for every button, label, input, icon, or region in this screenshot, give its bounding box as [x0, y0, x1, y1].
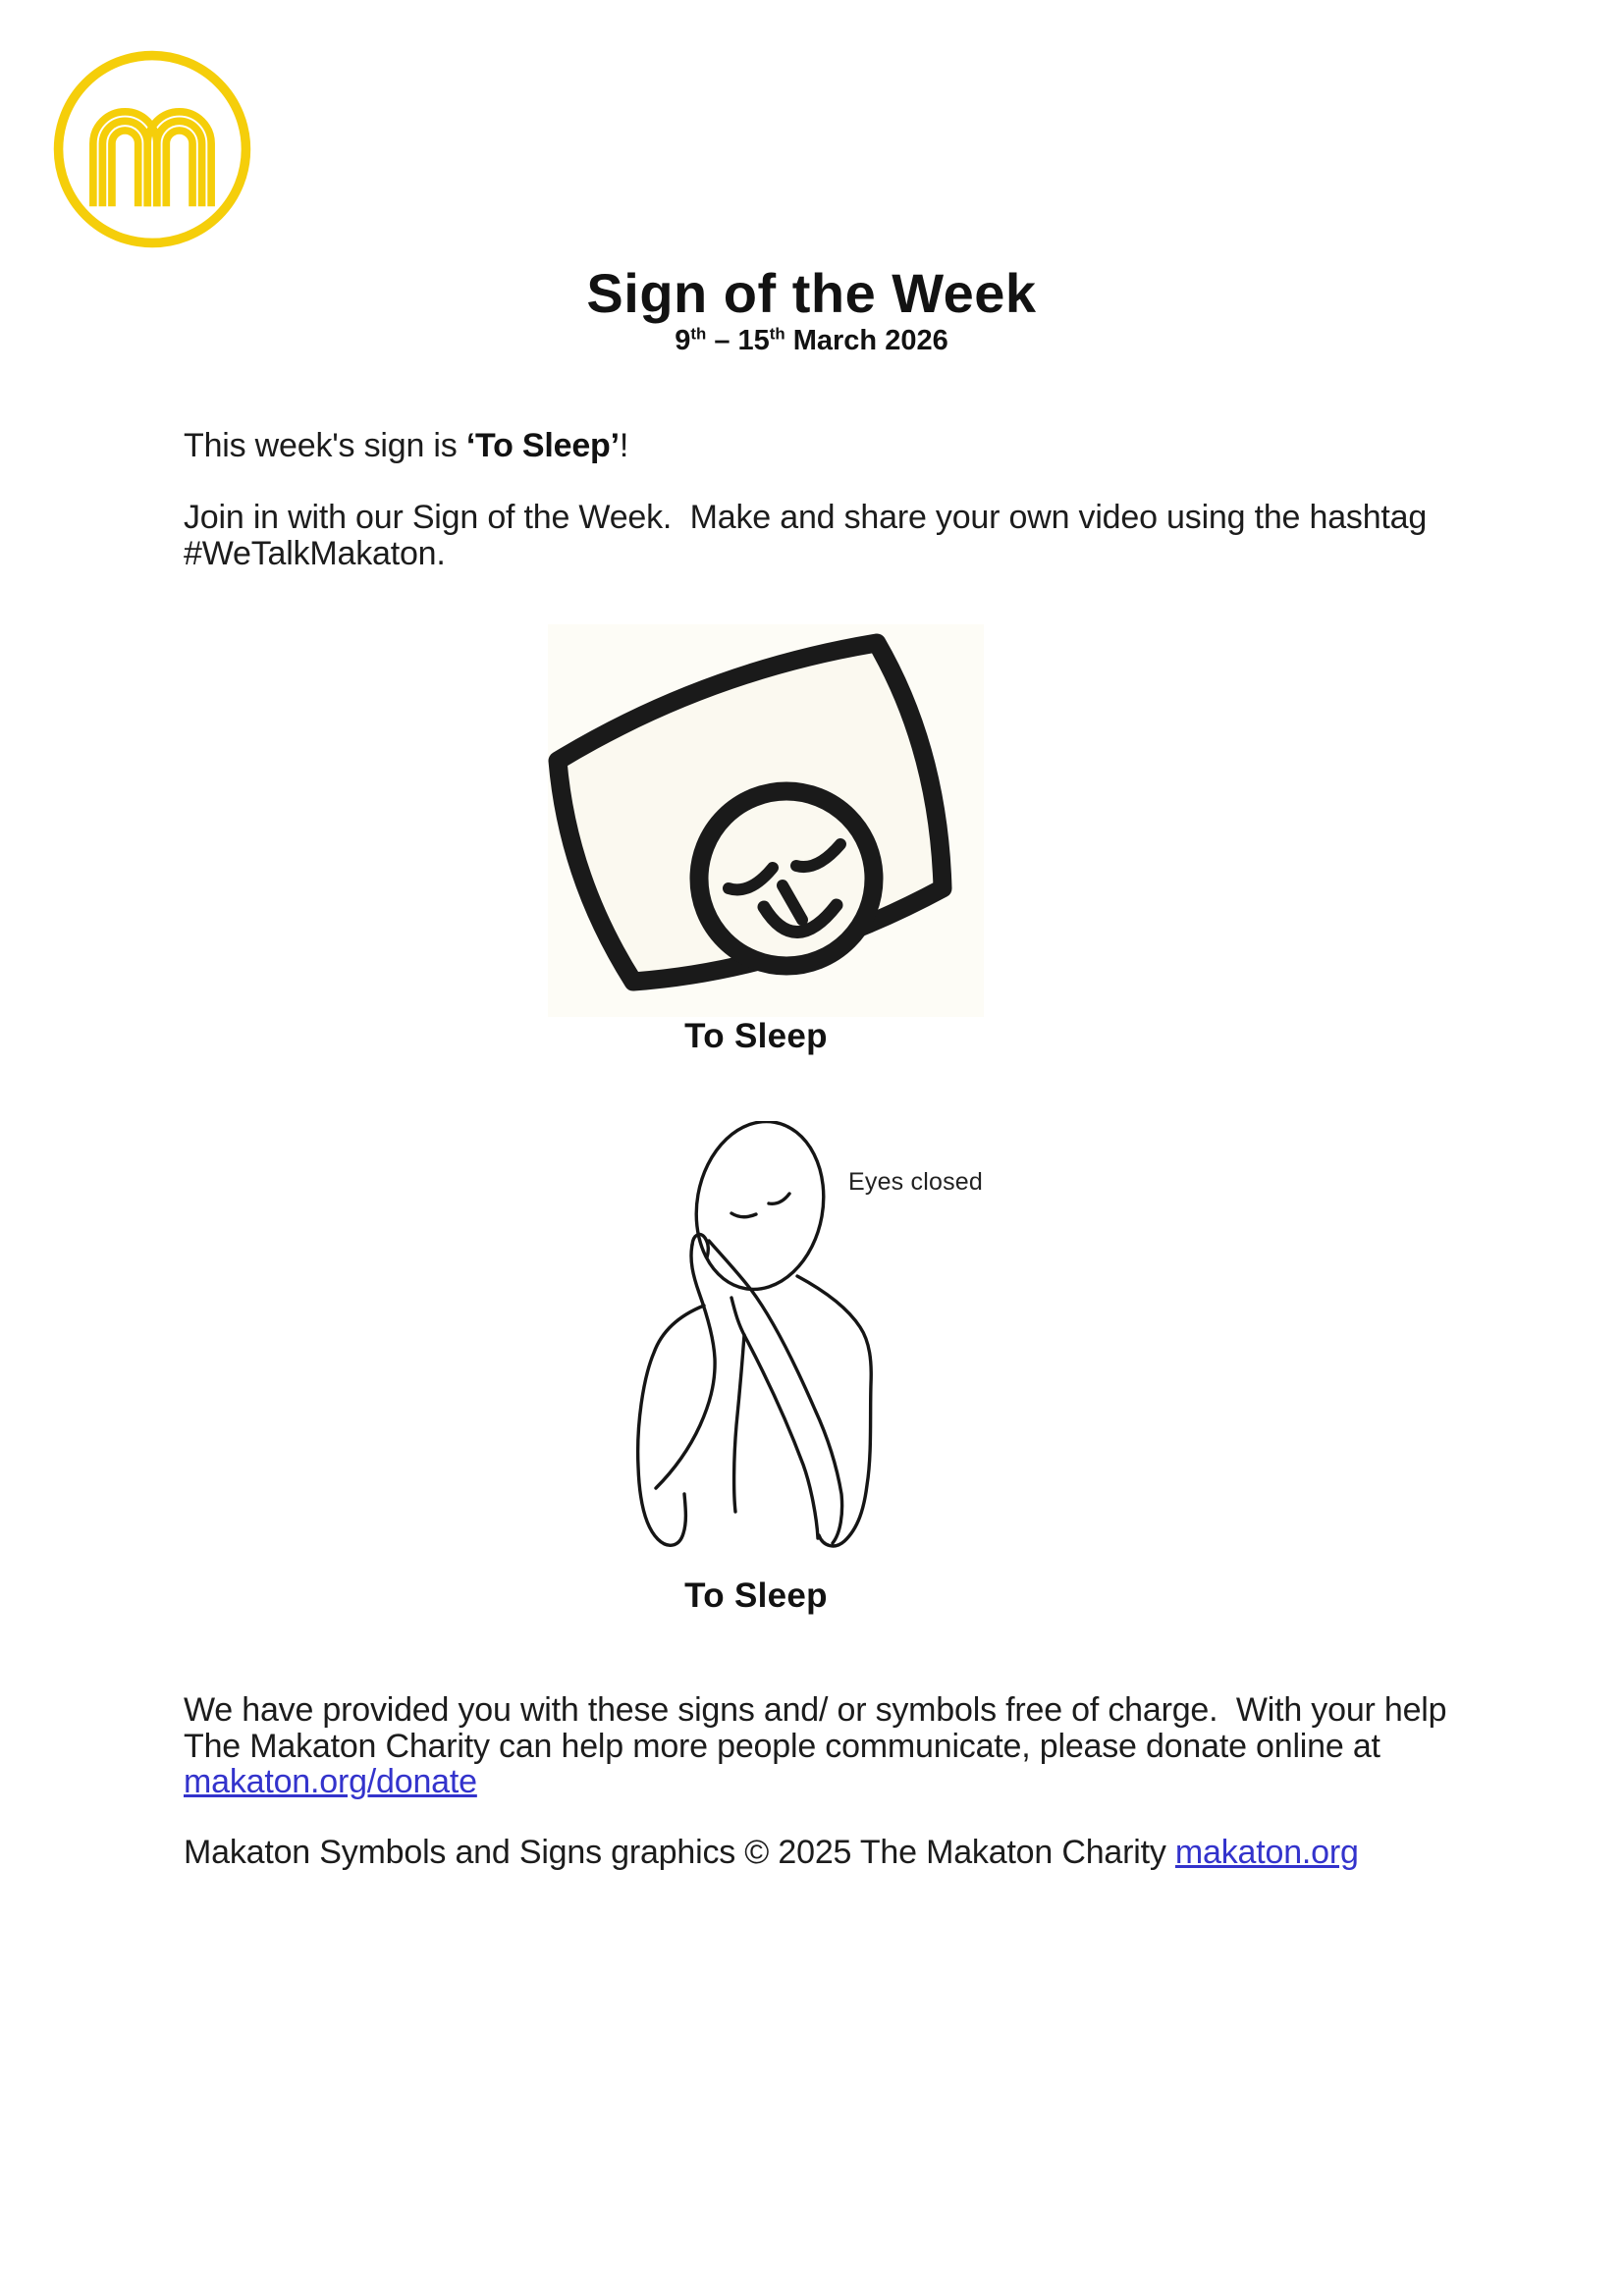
copyright-text: Makaton Symbols and Signs graphics © 2025 The Makaton Charity makaton.org — [184, 1834, 1359, 1871]
makaton-logo-icon — [49, 45, 255, 253]
sign-caption: To Sleep — [684, 1576, 828, 1615]
donation-text: We have provided you with these signs and/ or symbols free of charge. With your help The Makaton Charity can help more people communicate, please donate online at makaton.org/donate — [184, 1691, 1447, 1800]
symbol-caption: To Sleep — [684, 1017, 828, 1055]
sign-announcement-text: This week's sign is ‘To Sleep’! — [184, 427, 629, 464]
join-in-text: Join in with our Sign of the Week. Make and share your own video using the hashtag #WeTalkMakaton. — [184, 499, 1428, 572]
donate-link[interactable]: makaton.org/donate — [184, 1763, 477, 1800]
sign-name-bold: ‘To Sleep’ — [465, 427, 620, 464]
to-sleep-symbol-image — [548, 624, 984, 1017]
eyes-closed-annotation: Eyes closed — [848, 1168, 983, 1196]
page-title: Sign of the Week — [586, 262, 1037, 324]
date-range: 9th – 15th March 2026 — [675, 324, 948, 356]
makaton-org-link[interactable]: makaton.org — [1174, 1834, 1359, 1871]
